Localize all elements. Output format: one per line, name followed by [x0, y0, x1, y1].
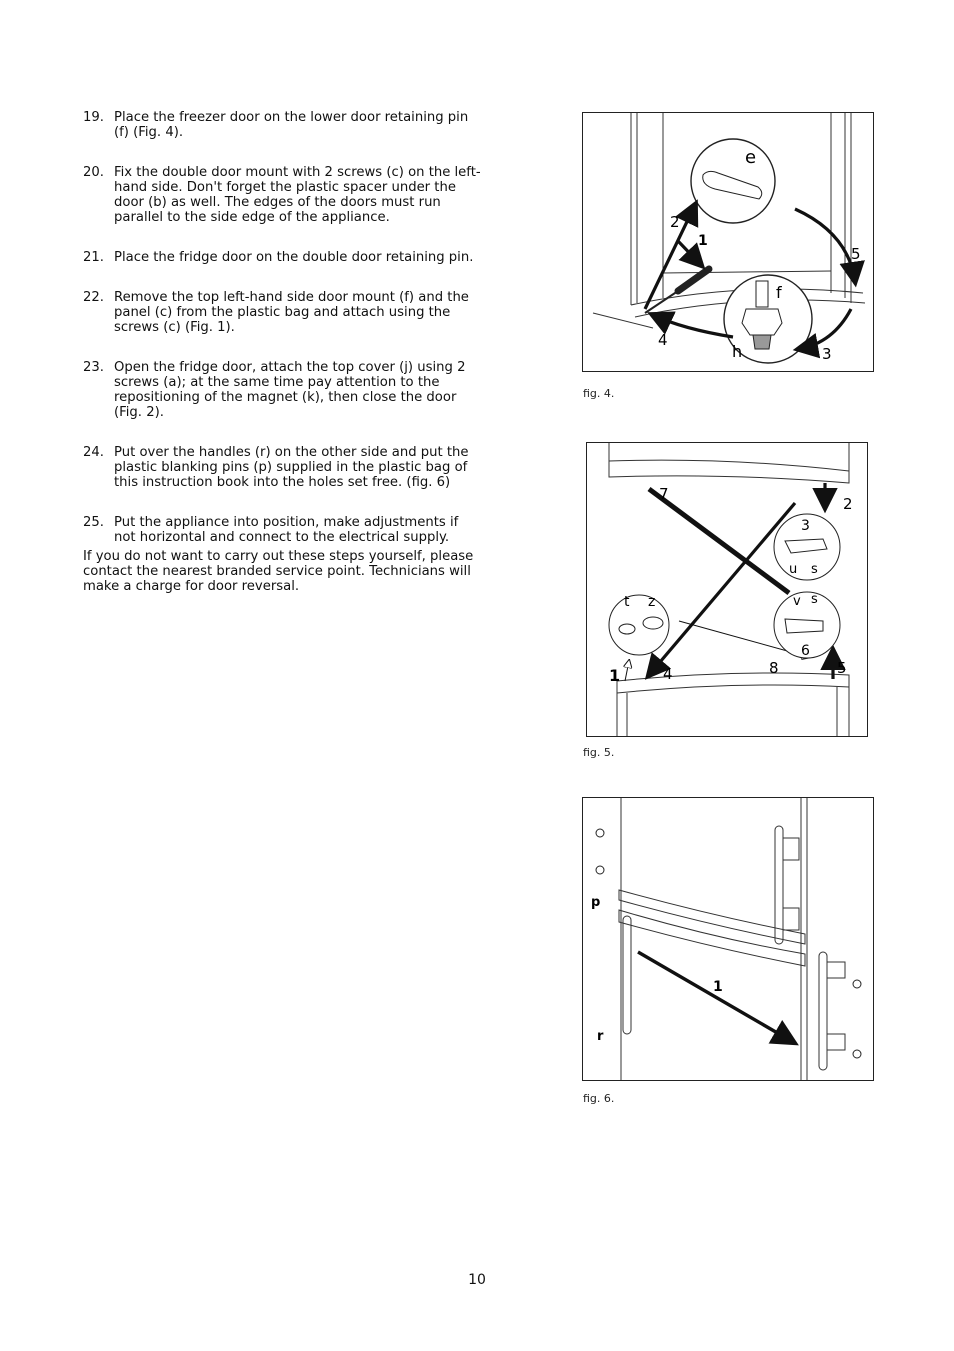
step-text: Fix the double door mount with 2 screws (c) on the left-hand side. Don't forget the plastic spacer under the door (b) as well. The edges of the doors must run parallel to the side edge of the appliance. — [114, 165, 481, 225]
figure-5-illustration — [586, 442, 868, 737]
figure-5-caption: fig. 5. — [583, 746, 615, 759]
step-23 — [83, 360, 483, 420]
figure-4-caption: fig. 4. — [583, 387, 615, 400]
step-text: Remove the top left-hand side door mount (f) and the panel (c) from the plastic bag and attach using the screws (c) (Fig. 1). — [114, 290, 469, 335]
label-e: e — [745, 147, 757, 168]
figure-6-illustration — [582, 797, 874, 1081]
label-z: z — [648, 594, 656, 610]
label-1: 1 — [713, 979, 723, 995]
step-text: Open the fridge door, attach the top cover (j) using 2 screws (a); at the same time pay attention to the repositioning of the magnet (k), then close the door (Fig. 2). — [114, 360, 466, 420]
step-text: Place the fridge door on the double door retaining pin. — [114, 250, 474, 265]
label-4: 4 — [658, 331, 668, 349]
label-5: 5 — [837, 659, 847, 677]
label-s-lower: s — [811, 592, 818, 607]
label-f: f — [776, 283, 782, 302]
step-text: Put over the handles (r) on the other side and put the plastic blanking pins (p) supplied in the plastic bag of this instruction book into the holes set free. (fig. 6) — [114, 445, 469, 490]
fig4-drawing — [583, 113, 873, 371]
label-s-upper: s — [811, 562, 818, 577]
fig6-drawing — [583, 798, 873, 1080]
step-text: Place the freezer door on the lower door retaining pin (f) (Fig. 4). — [114, 110, 469, 140]
label-1: 1 — [698, 233, 708, 249]
step-24 — [83, 445, 483, 490]
step-number: 19. — [83, 110, 104, 125]
step-number: 22. — [83, 290, 104, 305]
step-21 — [83, 250, 483, 265]
step-number: 21. — [83, 250, 104, 265]
step-number: 24. — [83, 445, 104, 460]
label-2: 2 — [670, 213, 680, 231]
step-22 — [83, 290, 483, 335]
label-3: 3 — [822, 345, 832, 363]
step-number: 23. — [83, 360, 104, 375]
page-number: 10 — [468, 1272, 486, 1288]
label-3: 3 — [801, 518, 810, 534]
step-25 — [83, 515, 483, 545]
label-h: h — [732, 342, 743, 361]
label-1: 1 — [609, 666, 621, 685]
label-2: 2 — [843, 495, 853, 513]
figure-4-illustration — [582, 112, 874, 372]
label-v: v — [793, 594, 801, 609]
label-r: r — [597, 1029, 604, 1044]
label-6: 6 — [801, 643, 810, 659]
label-5: 5 — [851, 245, 861, 263]
step-number: 25. — [83, 515, 104, 530]
label-8: 8 — [769, 659, 779, 677]
label-7: 7 — [659, 485, 669, 503]
step-text: Put the appliance into position, make adjustments if not horizontal and connect to the electrical supply. — [114, 515, 459, 545]
label-t: t — [624, 594, 630, 610]
label-4: 4 — [663, 665, 673, 683]
label-p: p — [591, 895, 601, 910]
step-number: 20. — [83, 165, 104, 180]
arrow-5 — [795, 209, 855, 281]
instruction-steps — [83, 110, 483, 594]
fig5-drawing — [587, 443, 867, 736]
label-u: u — [789, 562, 798, 577]
figure-6-caption: fig. 6. — [583, 1092, 615, 1105]
service-note: If you do not want to carry out these steps yourself, please contact the nearest branded service point. Technicians will make a charge for door reversal. — [83, 549, 474, 594]
step-20 — [83, 165, 483, 225]
step-19 — [83, 110, 483, 140]
